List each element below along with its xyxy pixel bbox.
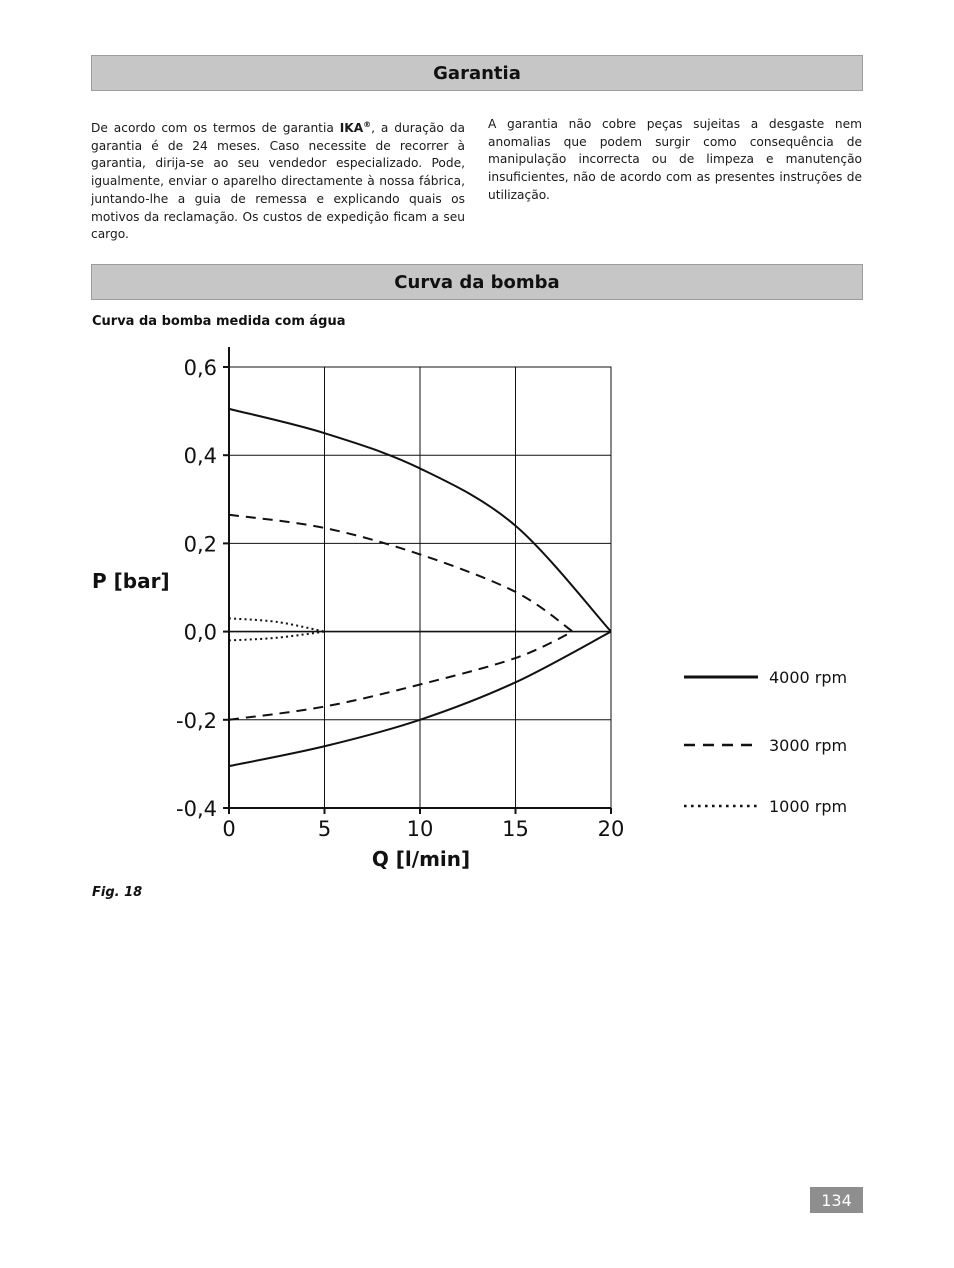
page-number: 134 (810, 1187, 863, 1213)
y-tick-label: 0,2 (183, 532, 217, 557)
y-tick-label: 0,4 (183, 444, 217, 469)
x-tick-label: 5 (317, 817, 332, 841)
curva-heading-text: Curva da bomba (394, 271, 560, 293)
series-line-3000-rpm-lower (229, 632, 573, 720)
ika-brand: IKA (339, 121, 364, 136)
figure-caption: Fig. 18 (92, 885, 143, 900)
y-axis-label: P [bar] (92, 569, 170, 593)
registered-mark: ® (363, 120, 372, 129)
garantia-left-suffix: , a duração da garantia é de 24 meses. Caso necessite de recorrer à garantia, dirija-se ao seu vendedor especializado. Pode, igualmente, enviar o aparelho directamente à nossa fábrica, juntando-lhe a guia de remessa e explicando quais os motivos da reclamação. Os custos de expedição ficam a seu cargo. (91, 121, 465, 242)
x-tick-label: 15 (502, 817, 529, 841)
garantia-left-prefix: De acordo com os termos de garantia (91, 121, 340, 136)
y-tick-label: 0,0 (183, 620, 217, 645)
garantia-right-text: A garantia não cobre peças sujeitas a desgaste nem anomalias que podem surgir como consequência de manipulação incorrecta ou de limpeza e manutenção insuficientes, não de acordo com as presentes instruções de utilização. (488, 117, 862, 202)
y-tick-label: -0,2 (176, 708, 217, 733)
y-tick-label: -0,4 (176, 797, 217, 821)
series-line-3000-rpm-upper (229, 515, 573, 632)
series-line-1000-rpm-lower (229, 632, 325, 641)
curva-heading (91, 264, 863, 300)
garantia-heading-text: Garantia (433, 62, 521, 84)
y-tick-label: 0,6 (183, 356, 217, 380)
series-line-1000-rpm-upper (229, 618, 325, 631)
x-tick-label: 10 (406, 817, 434, 841)
x-tick-label: 0 (222, 817, 236, 841)
garantia-left-paragraph (91, 116, 465, 244)
x-axis-label: Q [l/min] (371, 847, 471, 871)
garantia-heading (91, 55, 863, 91)
chart-subtitle: Curva da bomba medida com água (92, 314, 346, 329)
legend-label-1000-rpm: 1000 rpm (769, 797, 848, 816)
x-tick-label: 20 (597, 817, 625, 841)
pump-curve-chart (0, 340, 954, 880)
legend-label-3000-rpm: 3000 rpm (769, 736, 848, 755)
garantia-right-paragraph (488, 116, 862, 205)
legend-label-4000-rpm: 4000 rpm (769, 668, 848, 687)
